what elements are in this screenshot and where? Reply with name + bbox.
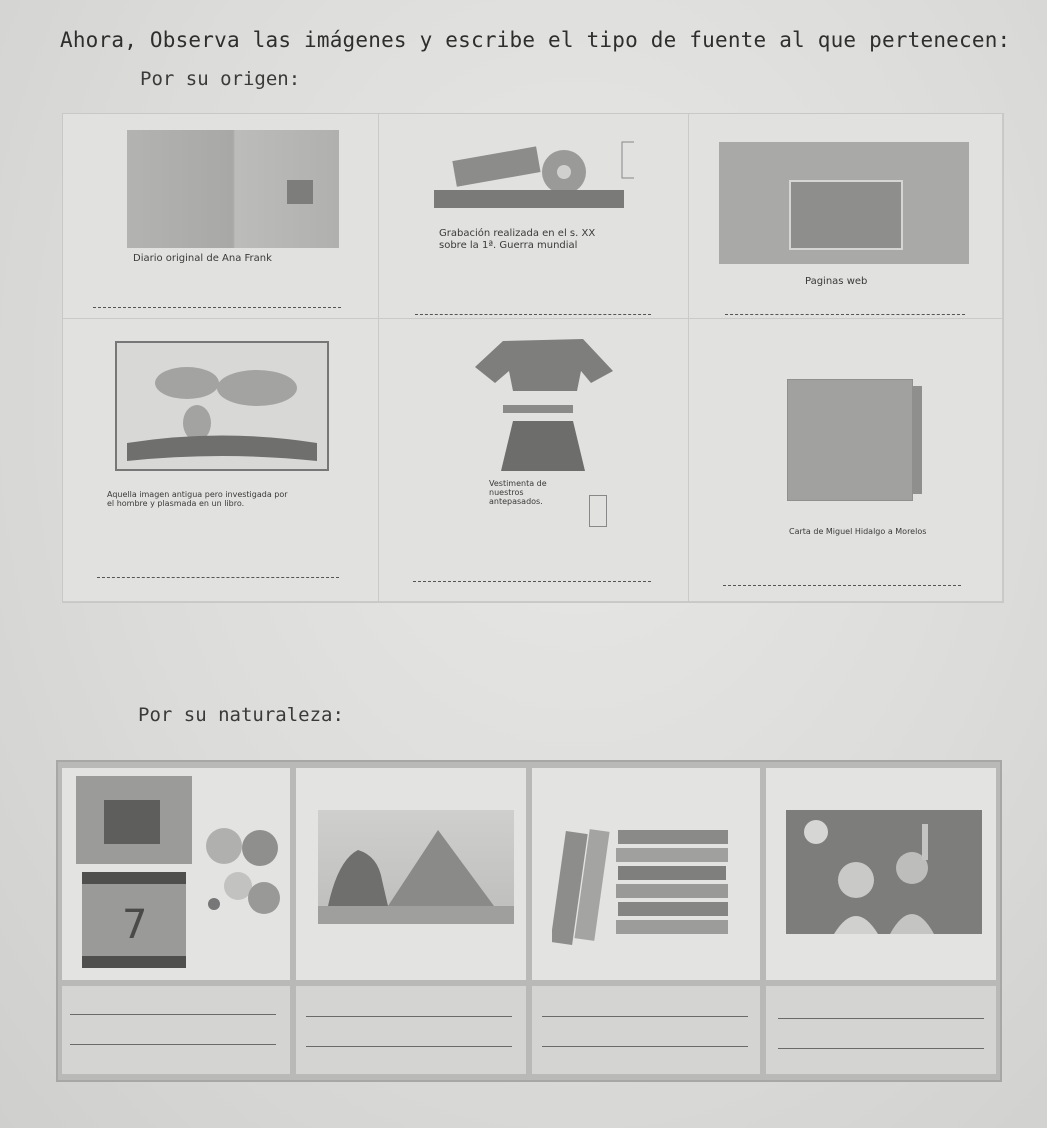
children-classroom-image xyxy=(786,810,982,934)
laptop-screen xyxy=(789,180,903,250)
film-reels-icon xyxy=(202,826,282,926)
caption-recording-line2: sobre la 1ª. Guerra mundial xyxy=(439,239,578,251)
origin-cell-4 xyxy=(63,319,379,602)
nature-answer-4 xyxy=(766,986,996,1074)
diary-image xyxy=(127,130,339,248)
nature-answer-line-3b[interactable] xyxy=(542,1046,748,1047)
letter-page-edge xyxy=(912,386,922,494)
caption-letter: Carta de Miguel Hidalgo a Morelos xyxy=(789,527,927,536)
caption-clothing-line3: antepasados. xyxy=(489,497,543,507)
nature-answer-line-2a[interactable] xyxy=(306,1016,512,1017)
camera-icon xyxy=(76,776,192,864)
worksheet-instruction: Ahora, Observa las imágenes y escribe el tipo de fuente al que pertenecen: xyxy=(60,28,1011,52)
nature-answer-3 xyxy=(532,986,760,1074)
origin-cell-5 xyxy=(379,319,689,602)
answer-line-1[interactable] xyxy=(93,307,341,308)
caption-clothing xyxy=(489,479,547,507)
answer-line-5[interactable] xyxy=(413,581,651,582)
nature-answer-line-3a[interactable] xyxy=(542,1016,748,1017)
answer-line-4[interactable] xyxy=(97,577,339,578)
film-reel-image xyxy=(434,132,634,216)
caption-old-image-line1: Aquella imagen antigua pero investigada por xyxy=(107,490,288,499)
nature-answer-1 xyxy=(62,986,290,1074)
origin-cell-3 xyxy=(689,114,1003,319)
origin-cell-6 xyxy=(689,319,1003,602)
web-pages-image xyxy=(719,142,969,264)
book-map-image xyxy=(115,341,329,471)
nature-answer-line-1a[interactable] xyxy=(70,1014,276,1015)
answer-line-6[interactable] xyxy=(723,585,961,586)
caption-recording-line1: Grabación realizada en el s. XX xyxy=(439,228,596,239)
clothing-image xyxy=(473,331,615,481)
countdown-film-icon: 7 xyxy=(82,872,186,968)
nature-answer-2 xyxy=(296,986,526,1074)
caption-old-image xyxy=(107,490,288,508)
caption-web: Paginas web xyxy=(805,276,868,287)
nature-answer-line-2b[interactable] xyxy=(306,1046,512,1047)
sphinx-pyramid-image xyxy=(318,810,514,924)
nature-answer-line-4a[interactable] xyxy=(778,1018,984,1019)
origin-grid xyxy=(62,113,1004,603)
books-stack-image xyxy=(552,822,738,946)
diary-photo xyxy=(287,180,313,204)
origin-cell-1 xyxy=(63,114,379,319)
nature-cell-2 xyxy=(296,768,526,980)
section-title-nature: Por su naturaleza: xyxy=(138,704,344,726)
nature-answer-line-4b[interactable] xyxy=(778,1048,984,1049)
section-title-origin: Por su origen: xyxy=(140,68,301,90)
caption-diary: Diario original de Ana Frank xyxy=(133,253,272,264)
nature-answer-line-1b[interactable] xyxy=(70,1044,276,1045)
caption-clothing-line1: Vestimenta de xyxy=(489,479,547,488)
nature-cell-4 xyxy=(766,768,996,980)
answer-line-3[interactable] xyxy=(725,314,965,315)
nature-cell-3 xyxy=(532,768,760,980)
caption-old-image-line2: el hombre y plasmada en un libro. xyxy=(107,499,245,509)
nature-cell-1 xyxy=(62,768,290,980)
caption-clothing-line2: nuestros xyxy=(489,488,524,498)
nature-grid xyxy=(56,760,1002,1082)
answer-line-2[interactable] xyxy=(415,314,651,315)
clothing-answer-box[interactable] xyxy=(589,495,607,527)
origin-cell-2 xyxy=(379,114,689,319)
letter-image xyxy=(787,379,913,501)
caption-recording xyxy=(439,228,595,251)
